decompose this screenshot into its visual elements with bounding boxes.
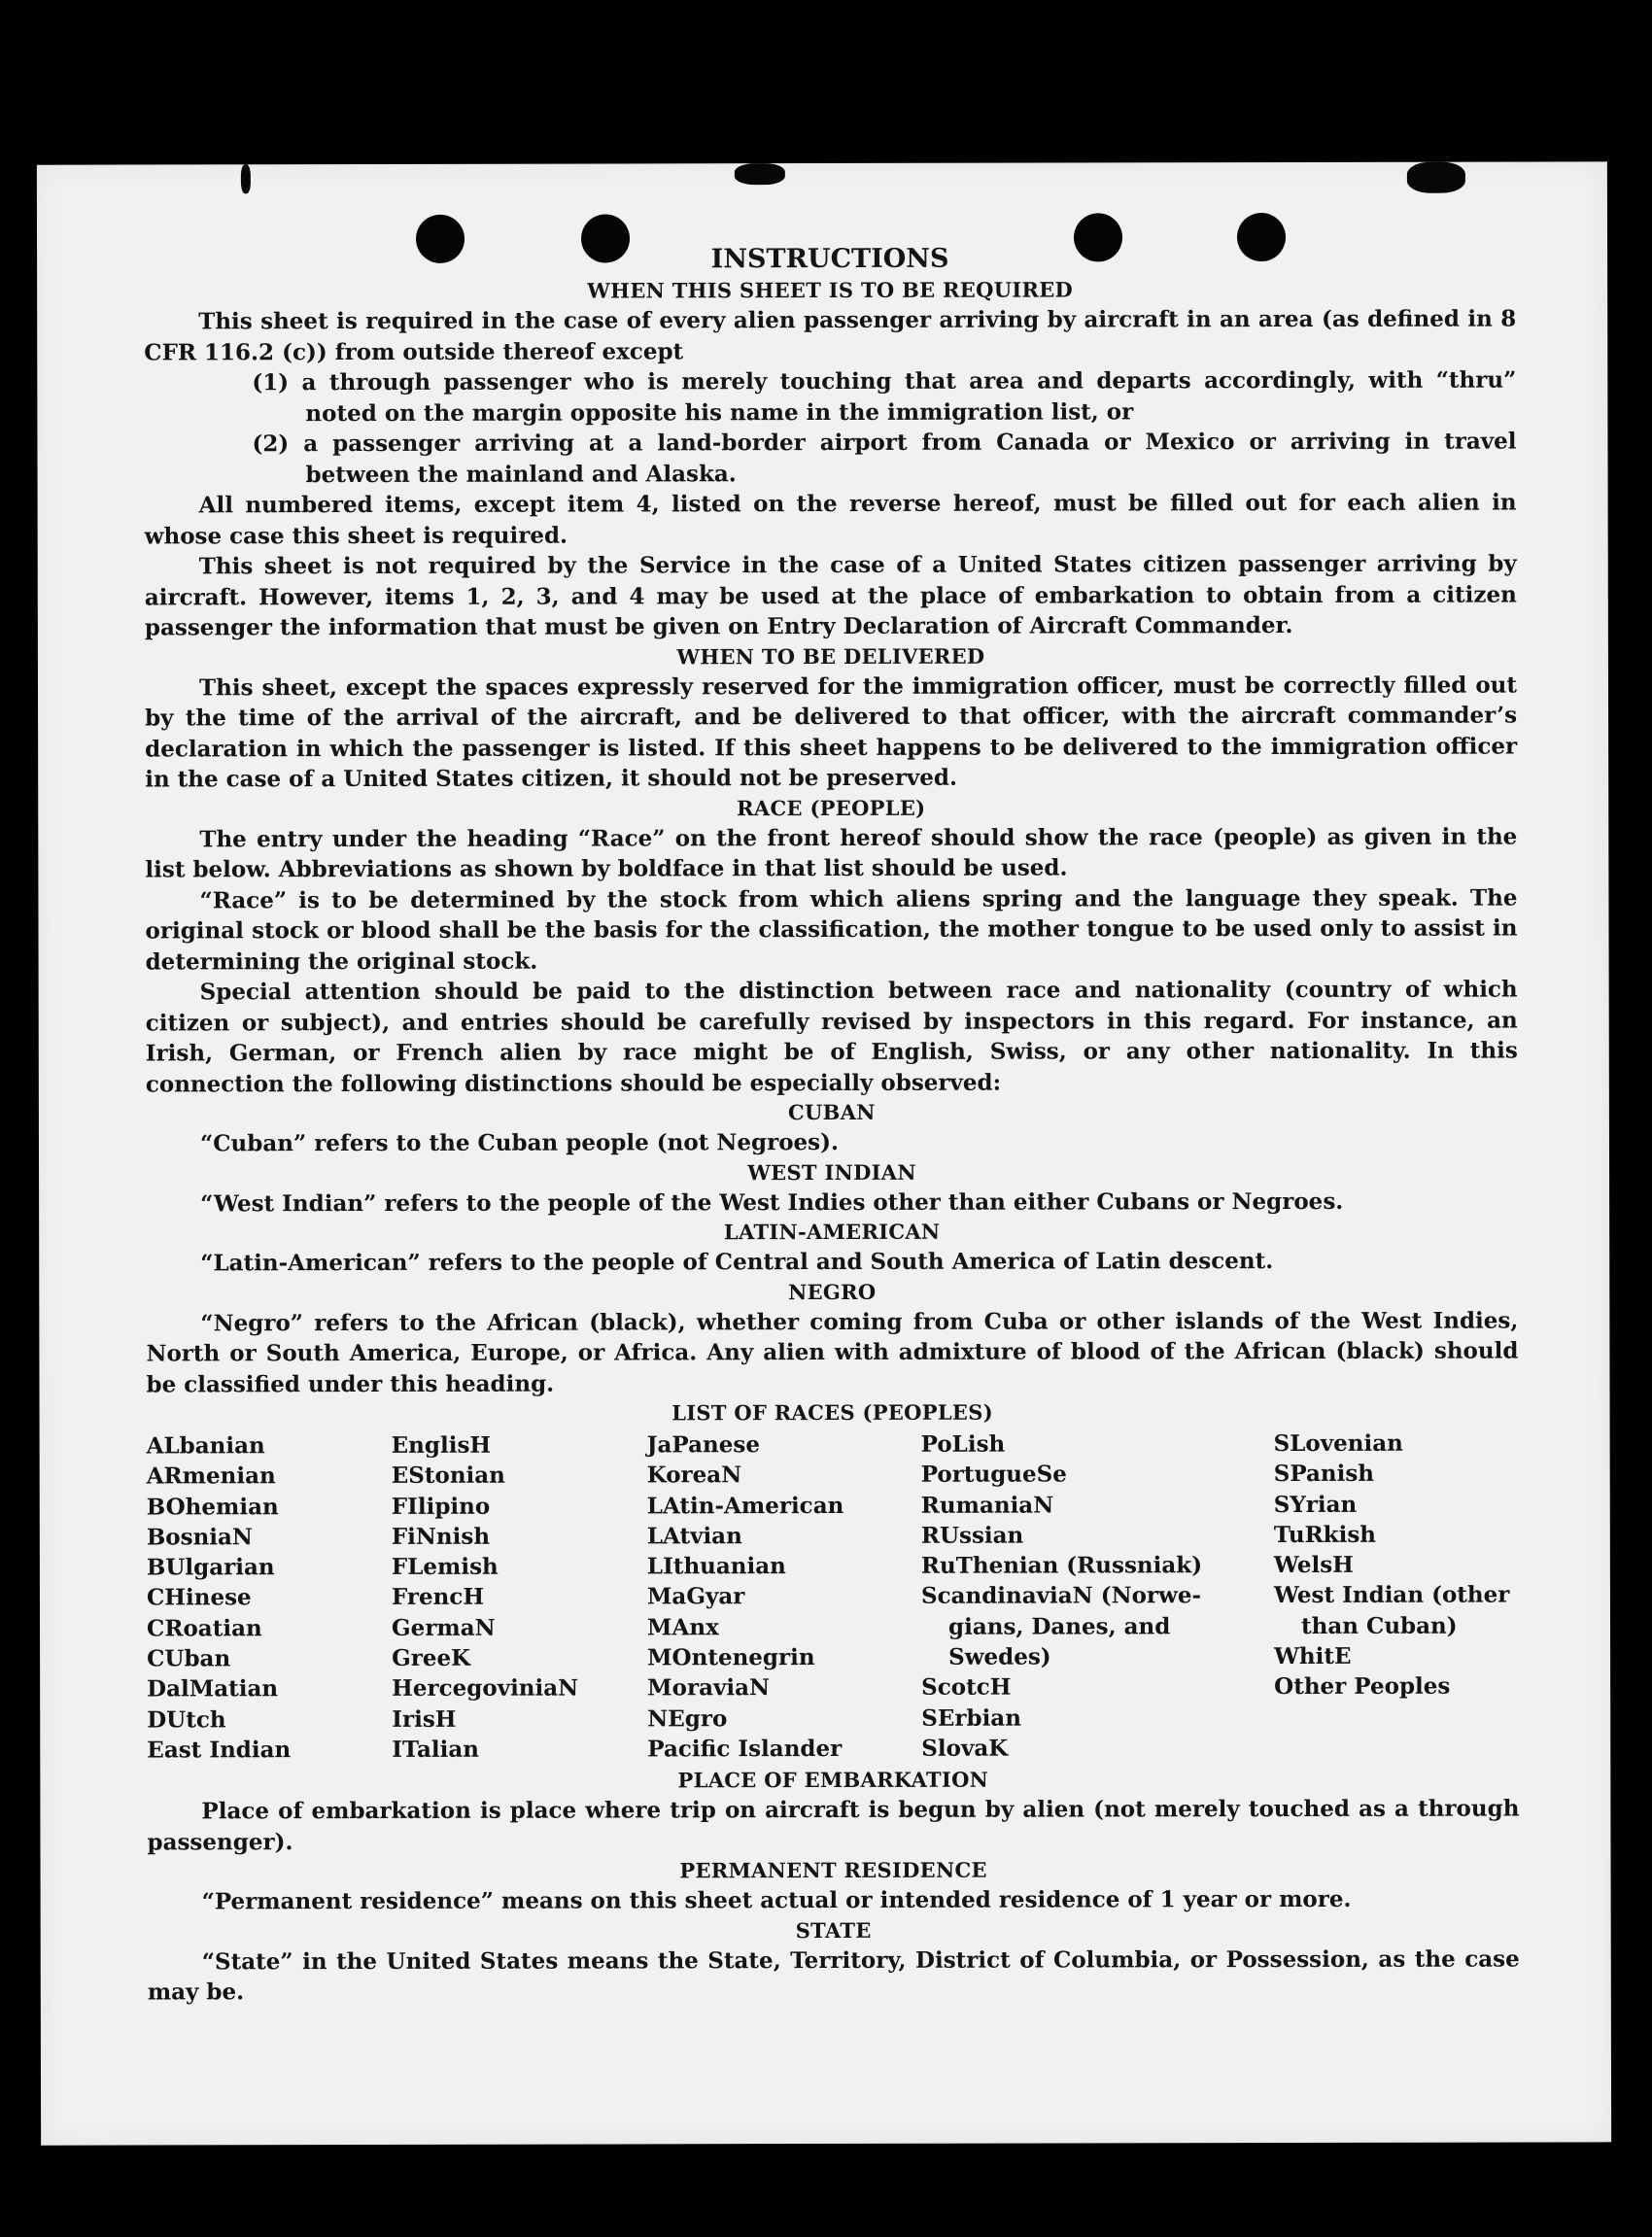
race-entry: JaPanese <box>646 1431 760 1459</box>
paragraph: “Negro” refers to the African (black), whether coming from Cuba or other islands of the West Indies, North or South America, Europe, or Africa. Any alien with admixture of blood of the African (black) should be classified under this heading. <box>146 1307 1519 1397</box>
race-entry: EnglisH <box>391 1431 492 1459</box>
race-column <box>147 1430 393 1766</box>
paragraph: All numbered items, except item 4, listed on the reverse hereof, must be filled out for each alien in whose case this sheet is required. <box>144 489 1517 549</box>
paragraph: Place of embarkation is place where trip on aircraft is begun by alien (not merely touched as a through passenger). <box>147 1795 1520 1856</box>
paragraph: This sheet is required in the case of every alien passenger arriving by aircraft in an area (as defined in 8 CFR 116.2 (c)) from outside thereof except <box>144 305 1517 365</box>
list-item: (2) a passenger arriving at a land-border airport from Canada or Mexico or arriving in travel between the mainland and Alaska. <box>252 428 1517 488</box>
race-entry: FLemish <box>391 1553 499 1581</box>
section-heading: WEST INDIAN <box>747 1159 916 1185</box>
race-entry: MoraviaN <box>647 1674 771 1702</box>
race-entry: Pacific Islander <box>647 1735 843 1763</box>
race-entry: LAtin-American <box>646 1492 844 1519</box>
section-heading: LIST OF RACES (PEOPLES) <box>671 1399 993 1426</box>
race-column <box>647 1429 922 1765</box>
race-entry: FiNnish <box>391 1523 491 1550</box>
race-entry: Swedes) <box>948 1643 1051 1670</box>
race-entry: PoLish <box>920 1430 1006 1458</box>
section-heading: CUBAN <box>787 1099 876 1125</box>
race-entry: BOhemian <box>146 1493 279 1521</box>
section-heading: LATIN-AMERICAN <box>723 1219 941 1245</box>
race-entry: ScotcH <box>921 1673 1012 1702</box>
race-entry: DUtch <box>147 1705 226 1734</box>
race-entry: IrisH <box>392 1705 457 1733</box>
race-entry: GreeK <box>392 1644 471 1672</box>
race-entry: RUssian <box>920 1522 1024 1549</box>
race-entry: TuRkish <box>1273 1521 1377 1548</box>
race-entry: FrencH <box>391 1584 485 1611</box>
section-heading: WHEN THIS SHEET IS TO BE REQUIRED <box>587 277 1074 303</box>
race-column <box>921 1428 1275 1764</box>
paragraph: “West Indian” refers to the people of the West Indies other than either Cubans or Negroes. <box>200 1187 1344 1217</box>
race-entry: ScandinaviaN (Norwe- <box>920 1582 1202 1610</box>
section-heading: PERMANENT RESIDENCE <box>679 1857 987 1883</box>
list-item: (1) a through passenger who is merely touching that area and departs accordingly, with “thru” noted on the margin opposite his name in the immigration list, or <box>252 366 1517 427</box>
section-heading: NEGRO <box>788 1279 877 1304</box>
race-entry: HercegoviniaN <box>392 1674 579 1703</box>
race-entry: DalMatian <box>147 1675 279 1703</box>
instructions-text <box>144 242 1520 2009</box>
document-page <box>37 161 1611 2145</box>
race-entry: SLovenian <box>1273 1429 1403 1458</box>
race-entry: CUban <box>147 1645 231 1672</box>
race-entry: West Indian (other <box>1273 1582 1510 1609</box>
race-entry: BUlgarian <box>146 1554 275 1581</box>
race-entry: RumaniaN <box>920 1492 1054 1519</box>
race-entry: East Indian <box>147 1737 292 1764</box>
section-heading: STATE <box>795 1917 872 1943</box>
race-entry: SPanish <box>1273 1461 1375 1488</box>
race-entry: SErbian <box>921 1704 1021 1732</box>
race-entry: CHinese <box>146 1584 252 1611</box>
race-list <box>147 1428 1520 1766</box>
paragraph: The entry under the heading “Race” on the front hereof should show the race (people) as given in the list below. Abbreviations as shown by boldface in that list should be used. <box>145 823 1518 883</box>
race-column <box>1274 1428 1520 1764</box>
race-entry: ITalian <box>392 1736 479 1763</box>
race-entry: GermaN <box>391 1614 496 1641</box>
race-entry: gians, Danes, and <box>947 1613 1171 1640</box>
page-title: INSTRUCTIONS <box>710 243 949 275</box>
paragraph: “State” in the United States means the State, Territory, District of Columbia, or Possession, as the case may be. <box>147 1945 1520 2006</box>
race-entry: MOntenegrin <box>647 1644 815 1671</box>
section-heading: PLACE OF EMBARKATION <box>677 1767 989 1793</box>
paragraph: This sheet is not required by the Service in the case of a United States citizen passenger arriving by aircraft. However, items 1, 2, 3, and 4 may be used at the place of embarkation to obtain from a citizen passenger the information that must be given on Entry Declaration of Aircraft Commander. <box>144 550 1517 641</box>
paragraph: “Cuban” refers to the Cuban people (not Negroes). <box>199 1128 840 1157</box>
race-entry: FIlipino <box>391 1493 491 1520</box>
race-entry: SlovaK <box>921 1735 1009 1762</box>
race-entry: PortugueSe <box>920 1461 1067 1489</box>
race-entry: EStonian <box>391 1462 505 1490</box>
race-entry: ALbanian <box>146 1432 265 1460</box>
race-entry: MaGyar <box>646 1583 745 1610</box>
paragraph: “Race” is to be determined by the stock from which aliens spring and the language they speak. The original stock or blood shall be the basis for the classification, the mother tongue to be used only to assist in determining the original stock. <box>145 884 1518 975</box>
torn-edge-mark <box>1407 162 1465 193</box>
race-entry: WelsH <box>1273 1552 1354 1579</box>
paragraph: This sheet, except the spaces expressly reserved for the immigration officer, must be correctly filled out by the time of the arrival of the aircraft, and be delivered to that officer, with the aircraft commander’s declaration in which the passenger is listed. If this sheet happens to be delivered to the immigration officer in the case of a United States citizen, it should not be preserved. <box>145 671 1518 793</box>
race-entry: CRoatian <box>146 1614 262 1642</box>
race-entry: LAtvian <box>646 1523 742 1550</box>
torn-edge-mark <box>241 164 251 193</box>
torn-edge-mark <box>735 163 785 185</box>
race-entry: NEgro <box>647 1704 728 1733</box>
race-entry: LIthuanian <box>646 1553 786 1580</box>
race-entry: than Cuban) <box>1300 1612 1458 1639</box>
race-entry: Other Peoples <box>1274 1673 1451 1701</box>
race-entry: ARmenian <box>146 1463 276 1490</box>
paragraph: “Latin-American” refers to the people of Central and South America of Latin descent. <box>200 1248 1274 1277</box>
race-entry: WhitE <box>1274 1642 1352 1670</box>
race-entry: MAnx <box>646 1614 719 1641</box>
race-column <box>392 1429 648 1765</box>
race-entry: BosniaN <box>146 1524 253 1551</box>
race-entry: RuThenian (Russniak) <box>920 1552 1203 1579</box>
race-entry: KoreaN <box>646 1462 742 1489</box>
section-heading: WHEN TO BE DELIVERED <box>676 643 985 669</box>
paragraph: Special attention should be paid to the distinction between race and nationality (country of which citizen or subject), and entries should be carefully revised by inspectors in this regard. For instance, an Irish, German, or French alien by race might be of English, Swiss, or any other nationality. In this connection the following distinctions should be especially observed: <box>145 976 1518 1097</box>
section-heading: RACE (PEOPLE) <box>737 795 926 820</box>
paragraph: “Permanent residence” means on this sheet actual or intended residence of 1 year or more. <box>201 1886 1352 1915</box>
race-entry: SYrian <box>1273 1491 1358 1518</box>
